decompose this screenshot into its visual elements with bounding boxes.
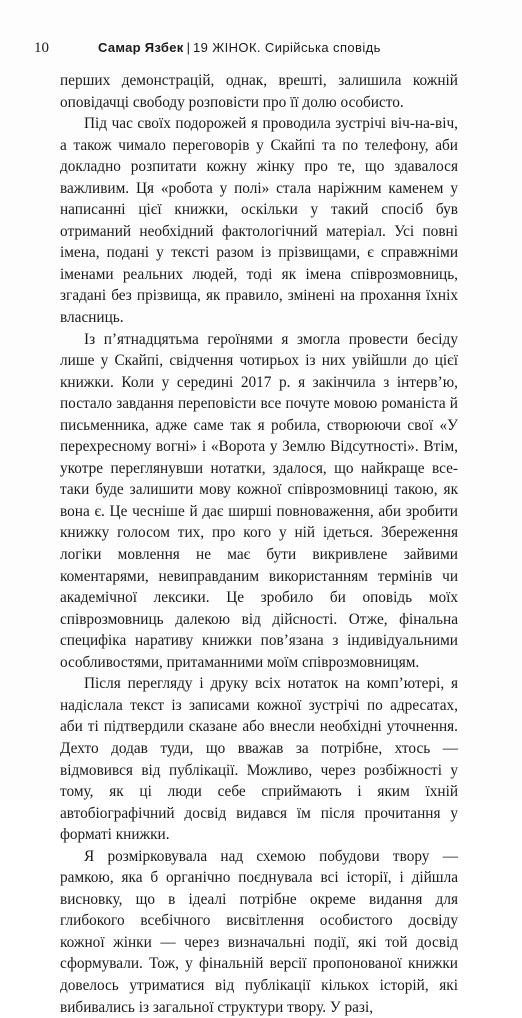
paragraph-heroines: Із п’ятнадцятьма героїнями я змогла провести бесіду лише у Скайпі, свідчення чотирьох із них увійшли до цієї книжки. Коли у середині 2017 р. я закінчила з інтерв’ю, постало завдання переповісти все почуте мовою романіста й письменника, адже саме так я робила, створюючи свої «У перехресному вогні» і «Ворота у Землю Відсутності». Втім, укотре переглянувши нотатки, здалося, що найкраще все-таки буде залишити мову кожної співрозмовниці такою, як вона є. Це чесніше й дає ширші повноваження, аби зробити книжку голосом тих, про кого у ній ідеться. Збереження логіки мовлення не має бути викривлене зайвими коментарями, невиправданим використанням термінів чи академічної лексики. Це зробило би оповідь моїх співрозмовниць далекою від дійсності. Отже, фінальна специфіка наративу книжки пов’язана з індивідуальними особливостями, притаманними моїм співрозмовницям. (60, 330, 458, 671)
running-header (34, 38, 484, 58)
paragraph-review: Після перегляду і друку всіх нотаток на комп’ютері, я надіслала текст із записами кожної зустрічі по адресатах, аби ті підтвердили сказане або внесли необхідні уточнення. Дехто додав туди, що вважав за потрібне, хтось — відмовився від публікації. Можливо, через розбіжності у тому, як ці люди себе сприймають і яким їхній автобіографічний досвід видався їм після прочитання у форматі книжки. (60, 675, 458, 844)
page-number: 10 (34, 40, 49, 56)
paragraph-meetings: Під час своїх подорожей я проводила зустрічі віч-на-віч, а також чимало переговорів у Скайпі та по телефону, аби докладно розпитати кожну жінку про те, що здавалося важливим. Ця «робота у полі» стала наріжним каменем у написанні цієї книжки, оскільки у такий спосіб був отриманий необхідний фактологічний матеріал. Усі повні імена, подані у тексті разом із прізвищами, є справжніми іменами реальних людей, тоді як імена співрозмовниць, згадані без прізвища, як правило, змінені на прохання їхніх власниць. (60, 115, 458, 327)
body-text (60, 70, 458, 1018)
paragraph-continued: перших демонстрацій, однак, врешті, залишила кожній оповідачці свободу розповісти про її долю особисто. (60, 72, 458, 111)
paragraph-structure: Я розмірковувала над схемою побудови твору — рамкою, яка б органічно поєднувала всі історії, і дійшла висновку, що в ідеалі потрібне окреме видання для глибокого всебічного висвітлення особистого досвіду кожної жінки — через визначальні події, які той досвід сформували. Тож, у фінальній версії пропонованої книжки довелось утриматися від публікації кількох історій, які вибивались із загальної структури твору. У разі, (60, 847, 458, 1016)
book-title: 19 ЖІНОК. Сирійська сповідь (192, 40, 381, 55)
header-separator: | (186, 40, 190, 55)
author-name: Самар Язбек (98, 40, 184, 55)
